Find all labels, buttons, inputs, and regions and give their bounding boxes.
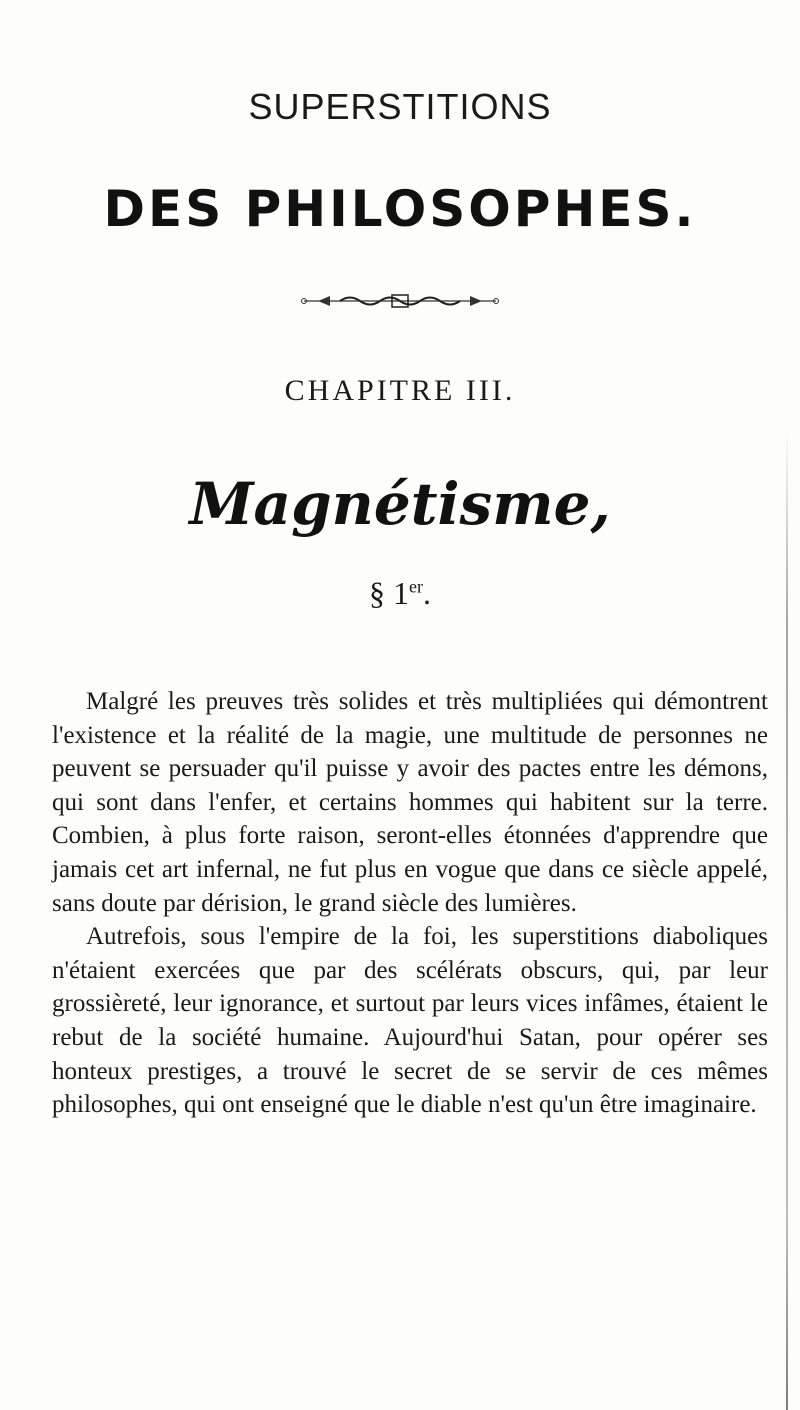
chapter-label: CHAPITRE III.: [284, 374, 516, 407]
body-text: [52, 685, 768, 1122]
chapter-heading: Magnétisme,: [189, 470, 611, 538]
section-suffix: er: [409, 576, 423, 597]
decorative-rule-icon: [300, 292, 500, 310]
paragraph-2: Autrefois, sous l'empire de la foi, les superstitions diaboliques n'étaient exercées que par des scélérats obscurs, qui, par leur grossièreté, leur ignorance, et surtout par leurs vices infâmes, étaient le rebut de la société humaine. Aujourd'hui Satan, pour opérer ses honteux prestiges, a trouvé le secret de se servir de ces mêmes philosophes, qui ont enseigné que le diable n'est qu'un être imaginaire.: [52, 923, 768, 1119]
paragraph-1: Malgré les preuves très solides et très multipliées qui démontrent l'existence et la réalité de la magie, une multitude de personnes ne peuvent se persuader qu'il puisse y avoir des pactes entre les démons, qui sont dans l'enfer, et certains hommes qui habitent sur la terre. Combien, à plus forte raison, seront-elles étonnées d'apprendre que jamais cet art infernal, ne fut plus en vogue que dans ce siècle appelé, sans doute par dérision, le grand siècle des lumières.: [52, 688, 768, 917]
running-title: SUPERSTITIONS: [248, 86, 552, 127]
section-symbol: § 1: [369, 575, 409, 611]
section-marker: [0, 575, 800, 612]
section-period: .: [422, 575, 431, 611]
main-title: DES PHILOSOPHES.: [103, 180, 697, 238]
